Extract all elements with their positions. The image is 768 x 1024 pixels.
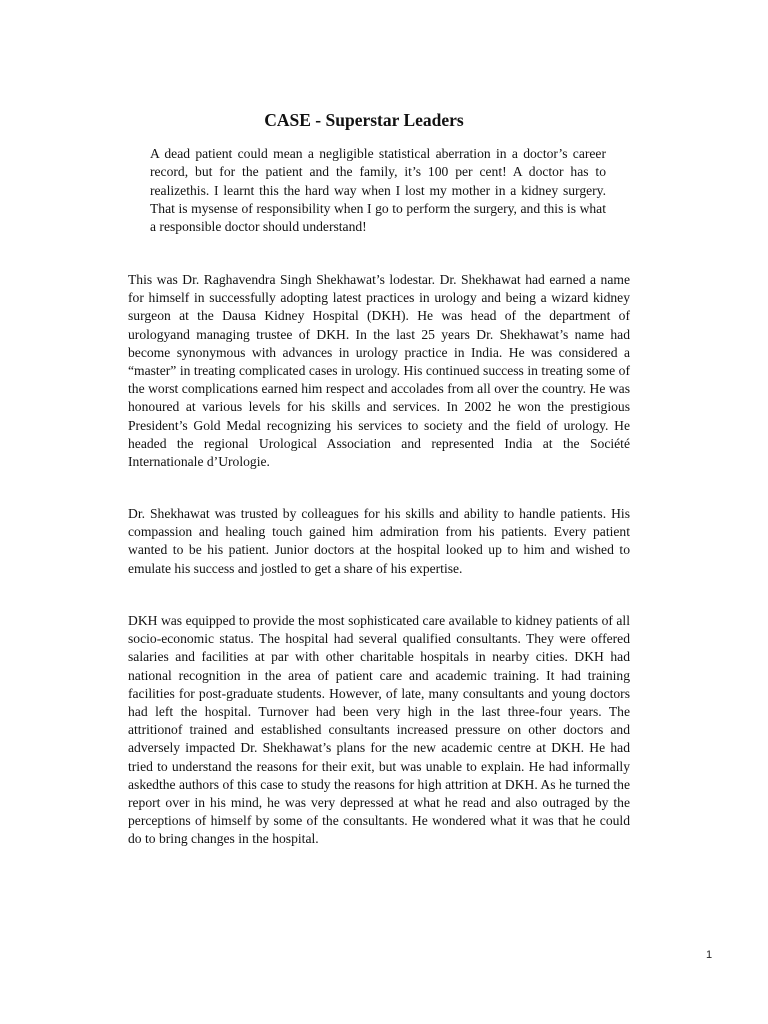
document-title: CASE - Superstar Leaders	[264, 110, 464, 130]
epigraph-quote: A dead patient could mean a negligible statistical aberration in a doctor’s career record, but for the patient and the family, it’s 100 per cent! A doctor has to realizethis. I learnt this the hard way when I lost my mother in a kidney surgery. That is mysense of responsibility when I go to perform the surgery, and this is what a responsible doctor should understand!	[150, 146, 606, 235]
body-paragraph-2: Dr. Shekhawat was trusted by colleagues for his skills and ability to handle patients. His compassion and healing touch gained him admiration from his patients. Every patient wanted to be his patient. Junior doctors at the hospital looked up to him and wished to emulate his success and jostled to get a share of his expertise.	[128, 506, 630, 576]
body-paragraph-1: This was Dr. Raghavendra Singh Shekhawat’s lodestar. Dr. Shekhawat had earned a name for himself in successfully adopting latest practices in urology and being a wizard kidney surgeon at the Dausa Kidney Hospital (DKH). He was head of the department of urologyand managing trustee of DKH. In the last 25 years Dr. Shekhawat’s name had become synonymous with advances in urology practice in India. He was considered a “master” in treating complicated cases in urology. His continued success in treating some of the worst complications earned him respect and accolades from all over the country. He was honoured at various levels for his skills and services. In 2002 he won the prestigious President’s Gold Medal recognizing his services to society and the field of urology. He headed the regional Urological Association and represented India at the Société Internationale d’Urologie.	[128, 272, 630, 470]
body-paragraph-3: DKH was equipped to provide the most sophisticated care available to kidney patients of all socio-economic status. The hospital had several qualified consultants. They were offered salaries and facilities at par with other charitable hospitals in nearby cities. DKH had national recognition in the area of patient care and academic training. It had training facilities for post-graduate students. However, of late, many consultants and young doctors had left the hospital. Turnover had been very high in the last three-four years. The attritionof trained and established consultants increased pressure on other doctors and adversely impacted Dr. Shekhawat’s plans for the new academic centre at DKH. He had tried to understand the reasons for their exit, but was unable to explain. He had informally askedthe authors of this case to study the reasons for high attrition at DKH. As he turned the report over in his mind, he was very depressed at what he read and also outraged by the perceptions of himself by some of the consultants. He wondered what it was that he could do to bring changes in the hospital.	[128, 613, 630, 847]
page-number: 1	[706, 949, 713, 961]
